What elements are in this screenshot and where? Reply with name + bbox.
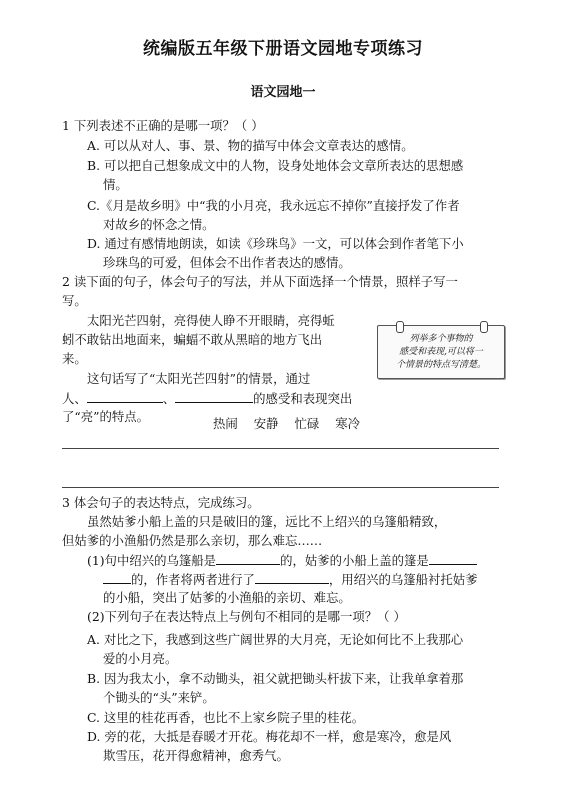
- scenario-option: 热闹: [213, 416, 238, 431]
- q1-option-b: B. 可以把自己想象成文中的人物，设身处地体会文章所表达的思想感: [87, 158, 464, 173]
- q3-blank-1[interactable]: [216, 551, 280, 565]
- tip-line-2: 感受和表现,可以将一: [399, 347, 483, 357]
- q3-option-d-cont: 欺雪压，花开得愈精神，愈秀气。: [103, 748, 289, 763]
- q1-option-d-cont: 珍珠鸟的可爱，但体会不出作者表达的感情。: [103, 255, 351, 270]
- scenario-options: [213, 414, 372, 432]
- q1-option-c: C.《月是故乡明》中“我的小月亮，我永远忘不掉你”直接抒发了作者: [87, 198, 460, 213]
- q3-sub1-line3: 的小船，突出了姑爹的小渔船的亲切、难忘。: [103, 590, 351, 605]
- q1-option-d: D. 通过有感情地朗读，如读《珍珠鸟》一文，可以体会到作者笔下小: [87, 236, 464, 251]
- q2-analysis-line1: 这句话写了“太阳光芒四射”的情景，通过: [87, 371, 311, 386]
- q3-option-d: D. 旁的花，大抵是春暖才开花。梅花却不一样，愈是寒冷，愈是风: [87, 729, 452, 744]
- q2-analysis-line3: 了“亮”的特点。: [62, 409, 150, 424]
- q2-example-line2: 蚓不敢钻出地面来，蝙蝠不敢从黑暗的地方飞出: [62, 332, 323, 347]
- q3-option-a-cont: 爱的小月亮。: [103, 651, 178, 666]
- q2-stem-cont: 写。: [62, 293, 87, 308]
- q3-option-b-cont: 个锄头的“头”来铲。: [103, 690, 215, 705]
- q2-stem: 2 读下面的句子，体会句子的写法，并从下面选择一个情景，照样子写一: [62, 274, 458, 289]
- q3-blank-2-cont[interactable]: [103, 570, 131, 584]
- q3-passage-line1: 虽然姑爹小船上盖的只是破旧的篷，远比不上绍兴的乌篷船精致，: [87, 514, 447, 529]
- answer-line-1[interactable]: [62, 448, 499, 449]
- unit-heading: 语文园地一: [250, 85, 316, 100]
- scenario-option: 安静: [253, 416, 279, 431]
- q3-passage-line2: 但姑爹的小渔船仍然是那么亲切，那么难忘……: [62, 533, 323, 548]
- q3-option-b: B. 因为我太小，拿不动锄头，祖父就把锄头杆拔下来，让我单拿着那: [87, 671, 464, 686]
- page-title: 统编版五年级下册语文园地专项练习: [143, 39, 423, 59]
- q3-blank-2[interactable]: [429, 551, 477, 565]
- tip-note: [377, 325, 505, 379]
- q2-example-line3: 来。: [62, 351, 87, 366]
- q2-blank-2[interactable]: [175, 389, 253, 403]
- scenario-option: 忙碌: [294, 416, 320, 431]
- q1-stem: 1 下列表述不正确的是哪一项？（ ）: [62, 118, 264, 133]
- scenario-option: 寒冷: [335, 416, 360, 431]
- q2-blank-1[interactable]: [87, 389, 163, 403]
- q2-analysis-line2: 人、 、 的感受和表现突出: [62, 391, 353, 406]
- q3-sub2-stem: (2)下列句子在表达特点上与例句不相同的是哪一项？（ ）: [87, 609, 406, 624]
- answer-line-2[interactable]: [62, 487, 499, 488]
- q3-option-c: C. 这里的桂花再香，也比不上家乡院子里的桂花。: [87, 710, 365, 725]
- q2-example-line1: 太阳光芒四射，亮得使人睁不开眼睛，亮得蚯: [87, 313, 335, 328]
- q3-option-a: A. 对比之下，我感到这些广阔世界的大月亮，无论如何比不上我那心: [87, 632, 464, 647]
- q3-sub1-line1: (1)句中绍兴的乌篷船是 的，姑爹的小船上盖的篷是: [87, 551, 477, 570]
- q1-option-c-cont: 对故乡的怀念之情。: [103, 217, 215, 232]
- tip-line-3: 个情景的特点写清楚。: [395, 360, 486, 370]
- tip-line-1: 列举多个事物的: [409, 334, 473, 344]
- q3-sub1-line2: 的，作者将两者进行了 ，用绍兴的乌篷船衬托姑爹: [103, 570, 478, 589]
- q3-blank-3[interactable]: [255, 570, 329, 584]
- q3-stem: 3 体会句子的表达特点，完成练习。: [62, 495, 260, 510]
- q1-option-a: A. 可以从对人、事、景、物的描写中体会文章表达的感情。: [87, 138, 414, 153]
- q1-option-b-cont: 情。: [103, 177, 128, 192]
